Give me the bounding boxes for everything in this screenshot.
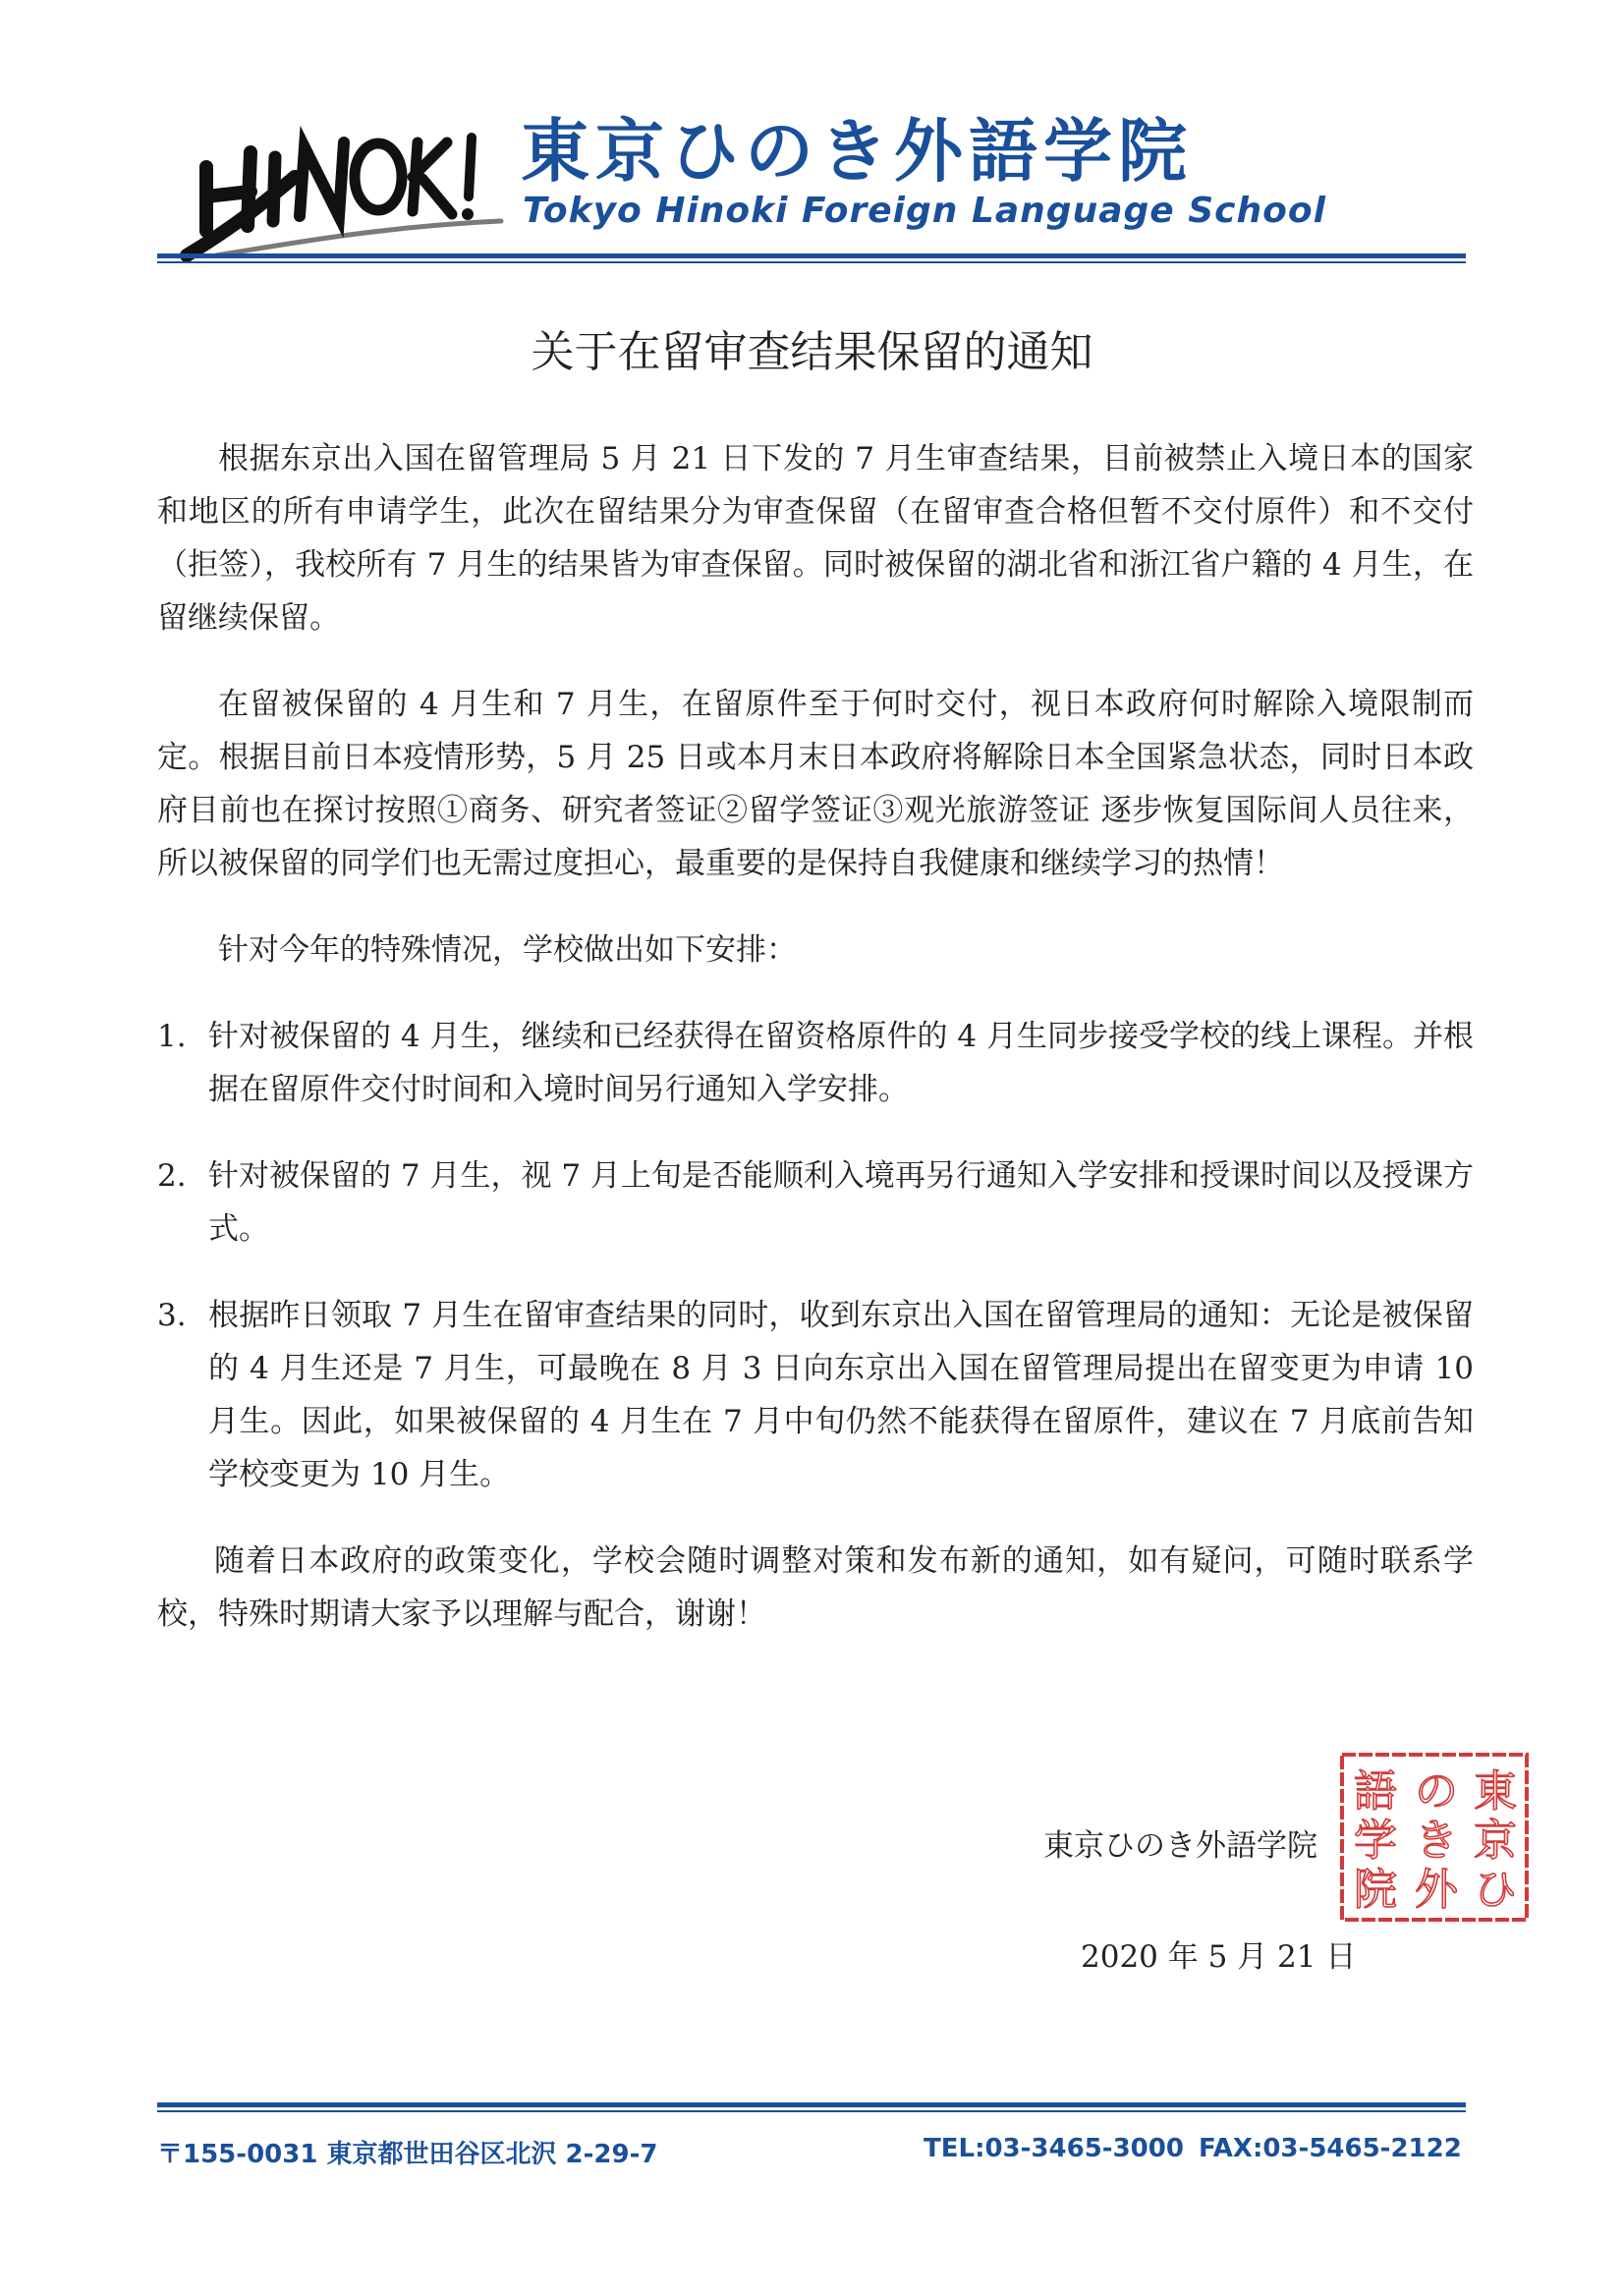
paragraph-1: 根据东京出入国在留管理局 5 月 21 日下发的 7 月生审查结果，目前被禁止入境日本的国家和地区的所有申请学生，此次在留结果分为审查保留（在留审查合格但暂不交付原件）和不交付（拒签），我校所有 7 月生的结果皆为审查保留。同时被保留的湖北省和浙江省户籍的 4 月生，在留继续保留。 [157, 441, 1474, 636]
list-text: 针对被保留的 4 月生，继续和已经获得在留资格原件的 4 月生同步接受学校的线上课程。并根据在留原件交付时间和入境时间另行通知入学安排。 [208, 1019, 1474, 1107]
paragraph-3: 针对今年的特殊情况，学校做出如下安排： [218, 932, 797, 968]
letterhead [167, 88, 1474, 275]
official-seal-stamp [1336, 1749, 1533, 1926]
svg-text:院: 院 [1354, 1865, 1397, 1915]
list-number: 1. [157, 1019, 187, 1054]
svg-text:学: 学 [1354, 1816, 1397, 1866]
footer-divider [157, 2102, 1466, 2112]
svg-text:語: 語 [1354, 1766, 1397, 1817]
list-number: 3. [157, 1298, 187, 1333]
header-divider [157, 253, 1466, 263]
svg-text:外: 外 [1415, 1865, 1458, 1915]
footer-fax: FAX:03-5465-2122 [1199, 2134, 1462, 2163]
list-item [157, 1149, 1474, 1256]
school-name-english: Tokyo Hinoki Foreign Language School [523, 191, 1326, 231]
footer-telephone: TEL:03-3465-3000 [924, 2134, 1184, 2163]
svg-text:き: き [1415, 1816, 1458, 1866]
svg-text:京: 京 [1474, 1816, 1517, 1866]
closing-paragraph: 随着日本政府的政策变化，学校会随时调整对策和发布新的通知，如有疑问，可随时联系学校，特殊时期请大家予以理解与配合，谢谢！ [157, 1543, 1474, 1632]
list-text: 针对被保留的 7 月生，视 7 月上旬是否能顺利入境再另行通知入学安排和授课时间以及授课方式。 [208, 1158, 1474, 1247]
footer-address: 〒155-0031 東京都世田谷区北沢 2-29-7 [157, 2140, 658, 2169]
school-name-chinese: 東京ひのき外語学院 [521, 110, 1193, 192]
signature-organization: 東京ひのき外語学院 [1043, 1828, 1317, 1864]
signature-date: 2020 年 5 月 21 日 [1081, 1939, 1357, 1975]
svg-text:東: 東 [1474, 1766, 1517, 1817]
paragraph-2: 在留被保留的 4 月生和 7 月生，在留原件至于何时交付，视日本政府何时解除入境限制而定。根据目前日本疫情形势，5 月 25 日或本月末日本政府将解除日本全国紧急状态，同时日本政府目前也在探讨按照①商务、研究者签证②留学签证③观光旅游签证 逐步恢复国际间人员往来，所以被保留的同学们也无需过度担心，最重要的是保持自我健康和继续学习的热情！ [157, 687, 1474, 881]
list-item [157, 1289, 1474, 1501]
list-item [157, 1010, 1474, 1116]
footer-contact [157, 2134, 1466, 2173]
svg-text:の: の [1415, 1766, 1458, 1817]
list-number: 2. [157, 1158, 187, 1194]
svg-text:ひ: ひ [1474, 1865, 1517, 1915]
document-title: 关于在留审查结果保留的通知 [531, 327, 1093, 377]
hinoki-brush-logo [177, 108, 511, 275]
arrangement-list [157, 1010, 1474, 1501]
list-text: 根据昨日领取 7 月生在留审查结果的同时，收到东京出入国在留管理局的通知：无论是被保留的 4 月生还是 7 月生，可最晚在 8 月 3 日向东京出入国在留管理局提出在留变更为申请 10 月生。因此，如果被保留的 4 月生在 7 月中旬仍然不能获得在留原件，建议在 7 月底前告知学校变更为 10 月生。 [208, 1298, 1474, 1492]
document-body [157, 432, 1474, 1641]
